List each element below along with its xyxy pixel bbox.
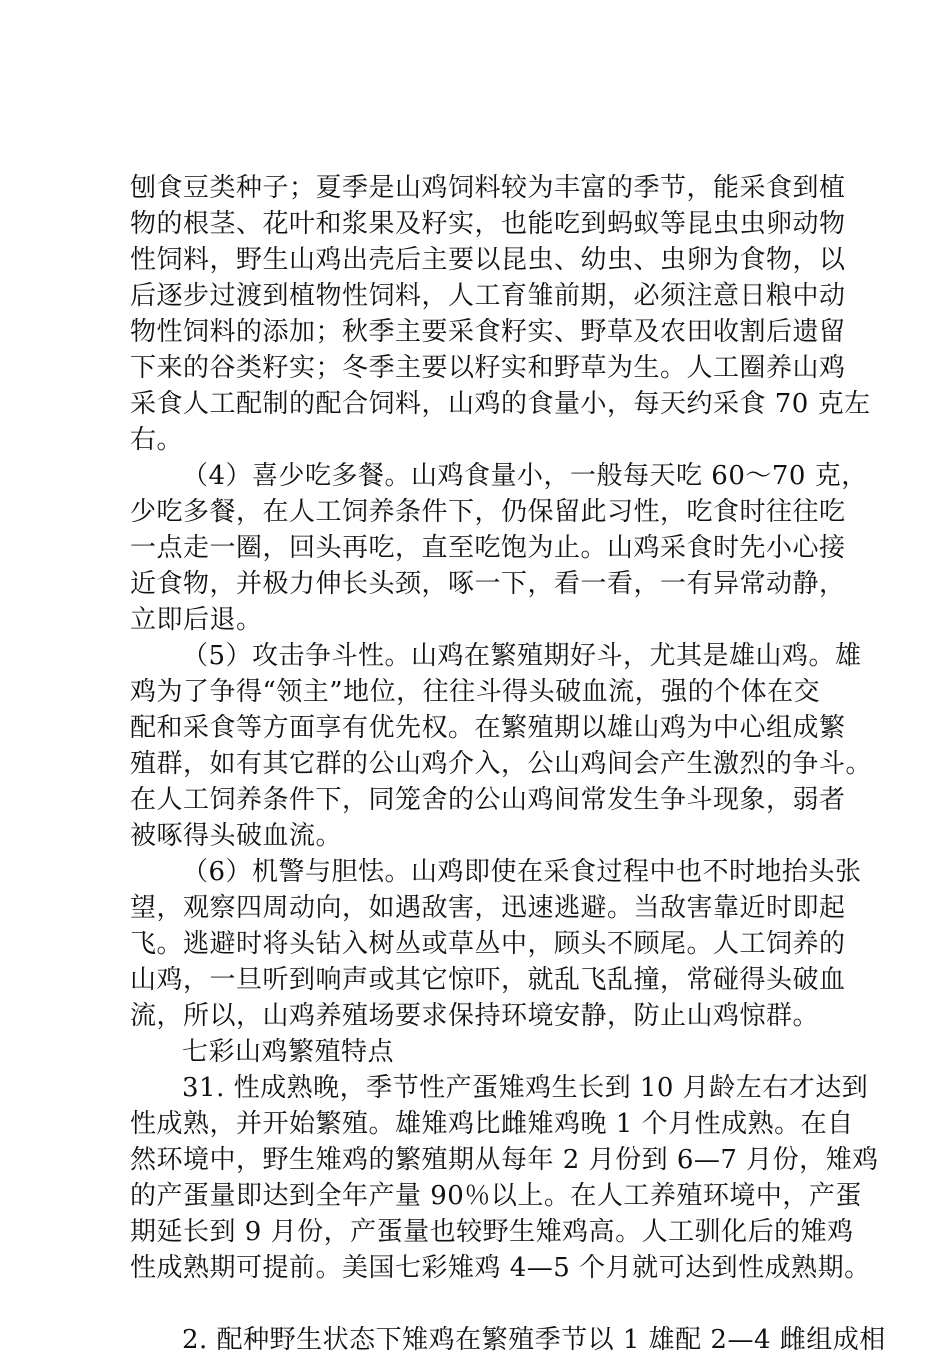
paragraph-gap	[130, 1286, 845, 1322]
text-line: 刨食豆类种子；夏季是山鸡饲料较为丰富的季节，能采食到植	[130, 173, 846, 203]
text-line: 近食物，并极力伸长头颈，啄一下，看一看，一有异常动静，	[130, 569, 846, 599]
text-line: 飞。逃避时将头钻入树丛或草丛中，顾头不顾尾。人工饲养的	[130, 929, 846, 959]
text-line: （5）攻击争斗性。山鸡在繁殖期好斗，尤其是雄山鸡。雄	[182, 641, 862, 671]
text-line: 鸡为了争得“领主”地位，往往斗得头破血流，强的个体在交	[130, 677, 821, 707]
text-line: 然环境中，野生雉鸡的繁殖期从每年 2 月份到 6—7 月份，雉鸡	[130, 1145, 879, 1175]
text-line: 右。	[130, 425, 184, 455]
text-line: 采食人工配制的配合饲料，山鸡的食量小，每天约采食 70 克左	[130, 389, 871, 419]
text-line: 望，观察四周动向，如遇敌害，迅速逃避。当敌害靠近时即起	[130, 893, 846, 923]
text-line: 性饲料，野生山鸡出壳后主要以昆虫、幼虫、虫卵为食物，以	[130, 245, 846, 275]
text-line: 2. 配种野生状态下雉鸡在繁殖季节以 1 雄配 2—4 雌组成相	[182, 1325, 886, 1355]
text-line: 立即后退。	[130, 605, 263, 635]
text-line: 物性饲料的添加；秋季主要采食籽实、野草及农田收割后遗留	[130, 317, 846, 347]
text-line: 被啄得头破血流。	[130, 821, 343, 851]
section-heading: 七彩山鸡繁殖特点	[182, 1037, 395, 1067]
text-line: 少吃多餐，在人工饲养条件下，仍保留此习性，吃食时往往吃	[130, 497, 846, 527]
text-line: 期延长到 9 月份，产蛋量也较野生雉鸡高。人工驯化后的雉鸡	[130, 1217, 854, 1247]
text-line: 在人工饲养条件下，同笼舍的公山鸡间常发生争斗现象，弱者	[130, 785, 846, 815]
text-line: 物的根茎、花叶和浆果及籽实，也能吃到蚂蚁等昆虫虫卵动物	[130, 209, 846, 239]
text-line: 后逐步过渡到植物性饲料，人工育雏前期，必须注意日粮中动	[130, 281, 846, 311]
text-line: 下来的谷类籽实；冬季主要以籽实和野草为生。人工圈养山鸡	[130, 353, 846, 383]
text-line: （6）机警与胆怯。山鸡即使在采食过程中也不时地抬头张	[182, 857, 862, 887]
document-body	[130, 170, 886, 1358]
text-line: 流，所以，山鸡养殖场要求保持环境安静，防止山鸡惊群。	[130, 1001, 820, 1031]
text-line: 配和采食等方面享有优先权。在繁殖期以雄山鸡为中心组成繁	[130, 713, 846, 743]
text-line: 殖群，如有其它群的公山鸡介入，公山鸡间会产生激烈的争斗。	[130, 749, 873, 779]
text-line: （4）喜少吃多餐。山鸡食量小，一般每天吃 60～70 克，	[182, 461, 868, 491]
text-line: 山鸡，一旦听到响声或其它惊吓，就乱飞乱撞，常碰得头破血	[130, 965, 846, 995]
text-line: 性成熟期可提前。美国七彩雉鸡 4—5 个月就可达到性成熟期。	[130, 1253, 871, 1283]
text-line: 的产蛋量即达到全年产量 90％以上。在人工养殖环境中，产蛋	[130, 1181, 862, 1211]
text-line: 一点走一圈，回头再吃，直至吃饱为止。山鸡采食时先小心接	[130, 533, 846, 563]
text-line: 性成熟，并开始繁殖。雄雉鸡比雌雉鸡晚 1 个月性成熟。在自	[130, 1109, 854, 1139]
text-line: 31. 性成熟晚，季节性产蛋雉鸡生长到 10 月龄左右才达到	[182, 1073, 869, 1103]
